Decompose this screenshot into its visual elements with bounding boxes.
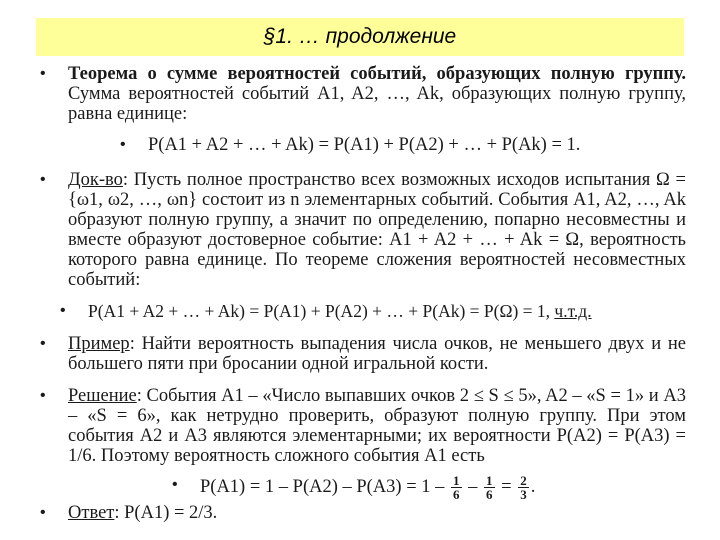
bullet: • [120, 136, 126, 153]
example-label: Пример [68, 334, 130, 354]
title-bar [36, 18, 684, 56]
example-body: : Найти вероятность выпадения числа очков, не меньшего двух и не большего пяти при бросании одной игральной кости. [68, 334, 686, 374]
bullet: • [40, 335, 46, 352]
bullet: • [40, 65, 46, 82]
slide-content [40, 62, 686, 523]
formula-2-text: P(A1 + A2 + … + Ak) = P(A1) + P(A2) + … + P(Ak) = P(Ω) = 1, [88, 301, 555, 321]
formula-3-minus: – [468, 476, 478, 497]
example-item [40, 334, 686, 374]
answer-item [40, 503, 686, 523]
solution-body: : События A1 – «Число выпавших очков 2 ≤ S ≤ 5», A2 – «S = 1» и A3 – «S = 6», как нетрудно проверить, образуют полную группу. При этом события A2 и A3 являются элементарными; их вероятности P(A2) = P(A3) = 1/6. Поэтому вероятность сложного события A1 есть [68, 386, 686, 466]
formula-1-text: P(A1 + A2 + … + Ak) = P(A1) + P(A2) + … + P(Ak) = 1. [148, 135, 581, 155]
theorem-heading: Теорема о сумме вероятностей событий, образующих полную группу. [68, 64, 686, 84]
bullet: • [172, 476, 178, 493]
fraction-2-numerator: 1 [486, 473, 493, 488]
proof-body: : Пусть полное пространство всех возможных исходов испытания Ω = {ω1, ω2, …, ωn} состоит из n элементарных событий. События A1, A2, …, Ak образуют полную группу, а значит по определению, попарно несовместны и вместе образуют достоверное событие: A1 + A2 + … + Ak = Ω, вероятность которого равна единице. По теореме сложения вероятностей несовместных событий: [68, 170, 686, 290]
answer-label: Ответ [68, 503, 115, 523]
fraction-3-denominator: 3 [520, 487, 527, 502]
bullet: • [40, 387, 46, 404]
fraction-3-numerator: 2 [520, 473, 527, 488]
proof-label: Док-во [68, 170, 123, 190]
bullet: • [60, 302, 66, 319]
answer-body: : P(A1) = 2/3. [114, 503, 218, 523]
formula-3 [40, 474, 686, 501]
bullet: • [40, 504, 46, 521]
fraction-3 [518, 474, 529, 501]
formula-3-equals: = [501, 476, 512, 497]
proof-item [40, 170, 686, 290]
fraction-1 [451, 474, 462, 501]
formula-1 [40, 134, 686, 156]
fraction-2 [484, 474, 495, 501]
theorem-body: Сумма вероятностей событий A1, A2, …, Ak, образующих полную группу, равна единице: [68, 84, 686, 124]
formula-2 [40, 300, 686, 322]
solution-label: Решение [68, 386, 137, 406]
solution-item [40, 386, 686, 466]
fraction-2-denominator: 6 [486, 487, 493, 502]
theorem-item [40, 64, 686, 124]
fraction-1-denominator: 6 [453, 487, 460, 502]
slide-title: §1. … продолжение [263, 25, 457, 48]
formula-3-lhs: P(A1) = 1 – P(A2) – P(A3) = 1 – [200, 476, 445, 497]
bullet: • [40, 171, 46, 188]
fraction-1-numerator: 1 [453, 473, 460, 488]
qed-label: ч.т.д. [554, 301, 592, 321]
formula-3-end: . [530, 476, 536, 497]
